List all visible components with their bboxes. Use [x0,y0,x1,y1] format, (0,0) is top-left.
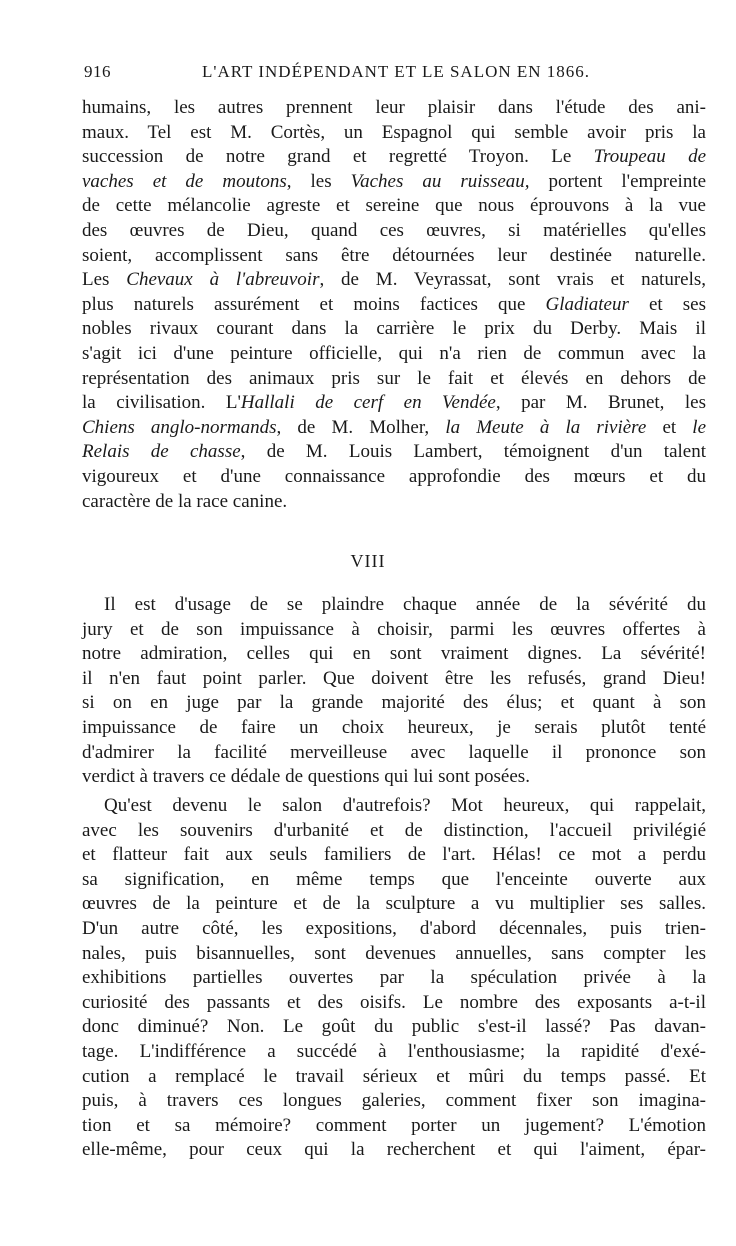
text-line: D'un autre côté, les expositions, d'abord décennales, puis trien- [82,917,706,939]
text-run: succession de notre grand et regretté Troyon. Le [82,146,594,168]
text-run: représentation des animaux pris sur le fait et élevés en dehors de [82,367,706,389]
page-header [84,62,706,88]
text-line: notre admiration, celles qui en sont vraiment dignes. La sévérité! [82,643,706,665]
text-line: d'admirer la facilité merveilleuse avec laquelle il prononce son [82,741,706,763]
text-line: si on en juge par la grande majorité des élus; et quant à son [82,692,706,714]
text-run: s'agit ici d'une peinture officielle, qui n'a rien de commun avec la [82,342,706,364]
page-number: 916 [84,62,111,81]
text-run: soient, accomplissent sans être détournées leur destinée naturelle. [82,244,706,266]
text-run: et ses [628,293,706,315]
text-line: tage. L'indifférence a succédé à l'enthousiasme; la rapidité d'exé- [82,1040,706,1062]
section-heading: VIII [350,551,386,571]
text-line [82,490,706,515]
italic-title: la Meute à la rivière [445,416,647,438]
text-line [82,391,706,416]
text-run: caractère de la race canine. [82,490,288,512]
text-line: curiosité des passants et des oisifs. Le nombre des exposants a-t-il [82,991,706,1013]
text-run: nobles rivaux courant dans la carrière le prix du Derby. Mais il [82,318,706,340]
text-line [82,367,706,392]
text-line: verdict à travers ce dédale de questions qui lui sont posées. [82,766,530,788]
text-line [82,317,706,342]
text-run: , de M. Molher, [276,416,446,438]
text-line [82,219,706,244]
italic-title: Hallali de cerf en Vendée [240,392,496,414]
text-line: cution a remplacé le travail sérieux et mûri du temps passé. Et [82,1065,706,1087]
text-run: , de M. Louis Lambert, témoignent d'un talent [240,441,706,463]
text-line: elle-même, pour ceux qui la recherchent et qui l'aiment, épar- [82,1139,706,1161]
text-run: des œuvres de Dieu, quand ces œuvres, si matérielles qu'elles [82,219,706,241]
italic-title: Vaches au ruisseau, [350,170,530,192]
text-line [82,268,706,293]
text-line [82,416,706,441]
text-run: Les [82,269,127,291]
paragraph-animals [82,96,706,514]
italic-title: Relais de chasse [82,441,241,463]
text-line: il n'en faut point parler. Que doivent être les refusés, grand Dieu! [82,667,706,689]
paragraph-salon [82,794,706,1163]
italic-title: vaches et de moutons [82,170,287,192]
paragraph-jury [82,593,706,790]
italic-title: Gladiateur [545,293,629,315]
text-line: Il est d'usage de se plaindre chaque année de la sévérité du [104,594,706,615]
italic-title: Chiens anglo-normands [82,416,277,438]
italic-title: Troupeau de [593,146,706,168]
text-line: et flatteur fait aux seuls familiers de l'art. Hélas! ce mot a perdu [82,844,706,866]
text-run: , de M. Veyrassat, sont vrais et naturels, [319,269,706,291]
italic-title: le [692,416,707,438]
text-line: œuvres de la peinture et de la sculpture a vu multiplier ses salles. [82,893,706,915]
text-line [82,121,706,146]
text-line: nales, puis bisannuelles, sont devenues annuelles, sans compter les [82,942,706,964]
text-run: maux. Tel est M. Cortès, un Espagnol qui semble avoir pris la [82,121,706,143]
text-line [82,145,706,170]
text-line: impuissance de faire un choix heureux, je serais plutôt tenté [82,716,706,738]
text-line: donc diminué? Non. Le goût du public s'est-il lassé? Pas davan- [82,1016,706,1038]
text-line [82,342,706,367]
text-line [82,293,706,318]
text-line: puis, à travers ces longues galeries, comment fixer son imagina- [82,1090,706,1112]
text-run: , par M. Brunet, les [495,392,706,414]
text-run: la civilisation. L' [82,392,241,414]
text-line: jury et de son impuissance à choisir, parmi les œuvres offertes à [82,618,706,640]
text-run: portent l'empreinte [529,170,707,192]
running-head: L'ART INDÉPENDANT ET LE SALON EN 1866. [202,62,591,81]
text-line [82,440,706,465]
text-line: exhibitions partielles ouvertes par la spéculation privée à la [82,967,706,989]
text-run: humains, les autres prennent leur plaisir dans l'étude des ani- [82,97,706,118]
text-line: avec les souvenirs d'urbanité et de distinction, l'accueil privilégié [82,819,706,841]
text-run: de cette mélancolie agreste et sereine que nous éprouvons à la vue [82,195,706,217]
text-line: sa signification, en même temps que l'enceinte ouverte aux [82,868,706,890]
text-run: vigoureux et d'une connaissance approfondie des mœurs et du [82,465,706,487]
text-run: et [646,416,693,438]
text-line [82,194,706,219]
text-line [82,170,706,195]
text-line [82,96,706,121]
text-line: tion et sa mémoire? comment porter un jugement? L'émotion [82,1114,706,1136]
italic-title: Chevaux à l'abreuvoir [126,269,320,291]
text-run: plus naturels assurément et moins factices que [82,293,546,315]
text-run: , les [286,170,351,192]
text-line: Qu'est devenu le salon d'autrefois? Mot heureux, qui rappelait, [104,795,706,816]
text-line [82,244,706,269]
text-line [82,465,706,490]
